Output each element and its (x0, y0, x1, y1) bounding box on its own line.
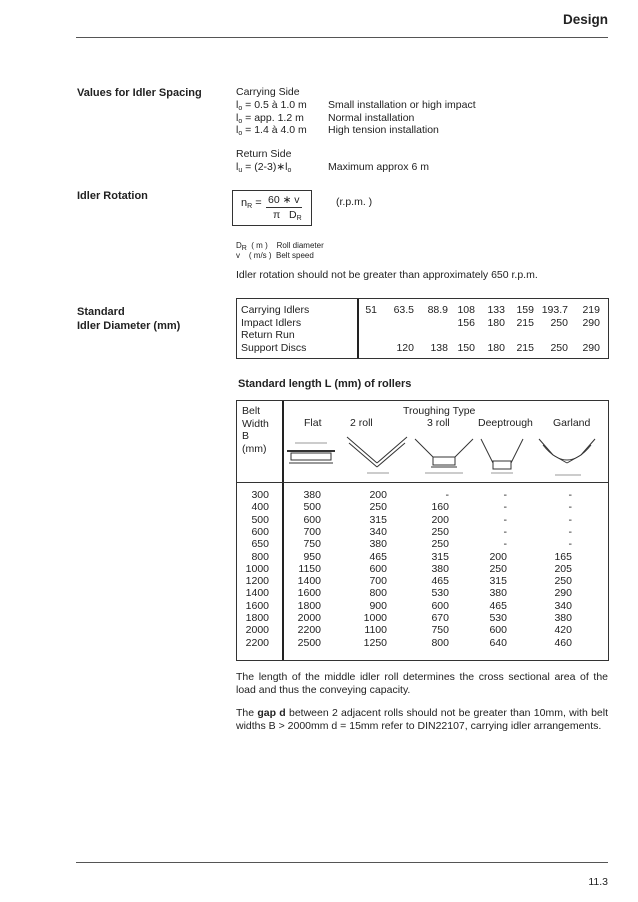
belt-width-cell: 400 (251, 501, 269, 514)
roller-length-cell: 380 (431, 562, 449, 575)
diameter-value: 159 (516, 304, 534, 316)
roller-length-cell: 530 (431, 587, 449, 600)
formula-numerator: 60 ∗ v (268, 194, 300, 206)
diameter-value: 133 (487, 304, 505, 316)
carrying-formula: $l_o = 0.5$ à 1.0 m (236, 99, 307, 112)
roller-length-cell: 700 (303, 525, 321, 538)
belt-width-cell: 2200 (245, 636, 269, 649)
roller-length-cell: 465 (489, 599, 507, 612)
roller-length-cell: 200 (369, 489, 387, 501)
roller-length-cell: 600 (431, 599, 449, 612)
roller-length-cell: - (568, 538, 572, 551)
gap-d-emphasis: gap d (257, 707, 286, 719)
belt-width-cell: 500 (251, 513, 269, 526)
roller-length-cell: - (568, 513, 572, 526)
legend-v: v ( m/s ) Belt speed (236, 251, 314, 260)
two-roll-idler-diagram (347, 437, 407, 473)
formula-lhs: $n_R$ = (241, 197, 262, 210)
roller-length-cell: - (503, 501, 507, 514)
troughing-diagrams (285, 433, 607, 481)
roller-length-cell: 1150 (298, 562, 321, 575)
roller-length-cell: 340 (554, 599, 572, 612)
note-paragraph-capacity: The length of the middle idler roll determines the cross sectional area of the load and thus the conveying capacity. (236, 671, 608, 696)
rollers-title: Standard length L (mm) of rollers (238, 378, 412, 390)
note-paragraph-gap: The gap d between 2 adjacent rolls should not be greater than 10mm, with belt widths B > 2000mm d = 15mm refer to DIN22107, carrying idler arrangements. (236, 707, 609, 732)
roller-length-cell: 315 (369, 513, 387, 526)
roller-length-cell: 460 (554, 636, 572, 649)
formula-denominator: π $D_R$ (273, 209, 302, 222)
roller-length-cell: 205 (554, 562, 572, 575)
roller-length-cell: 2200 (297, 624, 321, 637)
rotation-section-label: Idler Rotation (77, 190, 148, 202)
belt-width-cell: 1000 (245, 562, 269, 575)
diameter-row (237, 329, 608, 342)
diameter-value: 63.5 (393, 304, 414, 316)
diameter-value: 215 (516, 341, 534, 354)
diameter-row (237, 304, 608, 317)
carrying-desc: Normal installation (328, 111, 415, 124)
roller-length-cell: 500 (303, 501, 321, 514)
roller-length-cell: 340 (369, 525, 387, 538)
roller-length-cell: 600 (303, 513, 321, 526)
col-flat: Flat (304, 417, 322, 429)
belt-width-cell: 1800 (245, 612, 269, 624)
header-rule (76, 37, 608, 38)
rollers-table (236, 400, 609, 661)
roller-length-cell: 1100 (364, 624, 387, 637)
roller-length-cell: 250 (369, 501, 387, 514)
belt-width-cell: 300 (251, 489, 269, 501)
col-2roll: 2 roll (350, 417, 373, 429)
roller-length-cell: 250 (431, 525, 449, 538)
roller-length-cell: - (568, 525, 572, 538)
roller-length-cell: - (445, 489, 449, 501)
roller-length-cell: - (503, 538, 507, 551)
belt-width-cell: 1200 (245, 575, 269, 588)
rotation-note: Idler rotation should not be greater than approximately 650 r.p.m. (236, 269, 538, 281)
deeptrough-idler-diagram (481, 439, 523, 473)
roller-length-cell: 950 (303, 550, 321, 563)
rotation-formula-box (232, 190, 312, 226)
roller-length-cell: 1000 (363, 612, 387, 624)
col-3roll: 3 roll (427, 417, 450, 429)
diameter-value: 193.7 (541, 304, 568, 316)
col-garland: Garland (553, 417, 591, 429)
belt-width-cell: 1600 (245, 599, 269, 612)
roller-length-cell: - (503, 513, 507, 526)
roller-length-cell: 2500 (297, 636, 321, 649)
roller-length-cell: 670 (431, 612, 449, 624)
roller-length-cell: - (568, 489, 572, 501)
roller-length-cell: 380 (303, 489, 321, 501)
return-side-desc: Maximum approx 6 m (328, 161, 429, 173)
roller-length-cell: 380 (554, 612, 572, 624)
legend-dr: $D_R$ ( m ) Roll diameter (236, 241, 324, 252)
troughing-type-header: Troughing Type (403, 405, 476, 417)
roller-length-cell: 800 (431, 636, 449, 649)
diameter-value: 138 (430, 341, 448, 354)
roller-length-cell: 750 (303, 538, 321, 551)
roller-length-cell: 600 (489, 624, 507, 637)
carrying-side-title: Carrying Side (236, 86, 300, 98)
roller-length-cell: 800 (369, 587, 387, 600)
roller-length-cell: 1600 (297, 587, 321, 600)
roller-length-cell: - (503, 525, 507, 538)
diameter-value: 180 (487, 341, 505, 354)
diameter-value: 150 (457, 341, 475, 354)
diameter-value: 290 (582, 316, 600, 329)
diameter-row-label: Support Discs (241, 341, 307, 354)
roller-length-cell: 1800 (297, 599, 321, 612)
diameter-value: 290 (582, 341, 600, 354)
roller-length-cell: 250 (431, 538, 449, 551)
roller-length-cell: 600 (369, 562, 387, 575)
diameter-value: 156 (457, 316, 475, 329)
belt-width-cell: 600 (251, 525, 269, 538)
footer-rule (76, 862, 608, 863)
roller-length-cell: 160 (431, 501, 449, 514)
roller-length-cell: 465 (431, 575, 449, 588)
roller-length-cell: 700 (369, 575, 387, 588)
roller-length-cell: 165 (554, 550, 572, 563)
belt-width-cell: 2000 (245, 624, 269, 637)
rotation-unit: (r.p.m. ) (336, 196, 373, 208)
roller-length-cell: 315 (489, 575, 507, 588)
formula-fraction-bar (266, 207, 302, 208)
roller-length-cell: 420 (554, 624, 572, 637)
roller-length-cell: - (568, 501, 572, 514)
flat-idler-diagram (287, 443, 335, 463)
return-side-title: Return Side (236, 148, 292, 160)
diameter-value: 215 (516, 316, 534, 329)
diameter-value: 180 (487, 316, 505, 329)
diameter-section-label: Standard Idler Diameter (mm) (77, 306, 181, 332)
roller-length-cell: 250 (489, 562, 507, 575)
return-side-formula: $l_u$ = $(2-3)∗l_o$ (236, 161, 292, 174)
diameter-value: 250 (550, 341, 568, 354)
page-number: 11.3 (588, 876, 608, 888)
diameter-value: 219 (582, 304, 600, 316)
belt-width-cell: 800 (251, 550, 269, 563)
diameter-row (237, 342, 608, 355)
diameter-value: 88.9 (427, 304, 448, 316)
three-roll-idler-diagram (415, 439, 473, 473)
roller-length-cell: 2000 (297, 612, 321, 624)
belt-width-header: Belt Width B (mm) (242, 405, 269, 455)
diameter-value: 120 (396, 341, 414, 354)
col-deeptrough: Deeptrough (478, 417, 533, 429)
diameter-row-label: Carrying Idlers (241, 304, 310, 316)
page-header-title: Design (562, 12, 608, 27)
roller-length-cell: 380 (489, 587, 507, 600)
roller-length-cell: 290 (554, 587, 572, 600)
roller-length-cell: 750 (431, 624, 449, 637)
roller-length-cell: - (503, 489, 507, 501)
carrying-desc: Small installation or high impact (328, 99, 476, 111)
roller-length-cell: 465 (369, 550, 387, 563)
diameter-value: 250 (550, 316, 568, 329)
diameter-value: 108 (457, 304, 475, 316)
roller-length-cell: 1400 (297, 575, 321, 588)
diameter-row-label: Impact Idlers (241, 316, 302, 329)
spacing-section-label: Values for Idler Spacing (77, 87, 202, 99)
roller-length-cell: 1250 (363, 636, 387, 649)
rollers-header-separator (237, 482, 608, 483)
carrying-desc: High tension installation (328, 124, 439, 136)
roller-length-cell: 530 (489, 612, 507, 624)
belt-width-cell: 1400 (245, 587, 269, 600)
belt-width-cell: 650 (251, 538, 269, 551)
diameter-row (237, 317, 608, 330)
roller-length-cell: 200 (489, 550, 507, 563)
roller-length-cell: 315 (431, 550, 449, 563)
diameter-table (236, 298, 609, 359)
carrying-formula: $l_o = 1.4$ à 4.0 m (236, 124, 307, 137)
roller-length-cell: 640 (489, 636, 507, 649)
diameter-row-label: Return Run (241, 329, 295, 341)
diameter-value: 51 (365, 304, 377, 316)
roller-length-cell: 380 (369, 538, 387, 551)
roller-length-cell: 200 (431, 513, 449, 526)
garland-idler-diagram (539, 439, 595, 475)
roller-length-cell: 250 (554, 575, 572, 588)
roller-length-cell: 900 (369, 599, 387, 612)
carrying-formula: $l_o$ = app. 1.2 m (236, 111, 304, 125)
